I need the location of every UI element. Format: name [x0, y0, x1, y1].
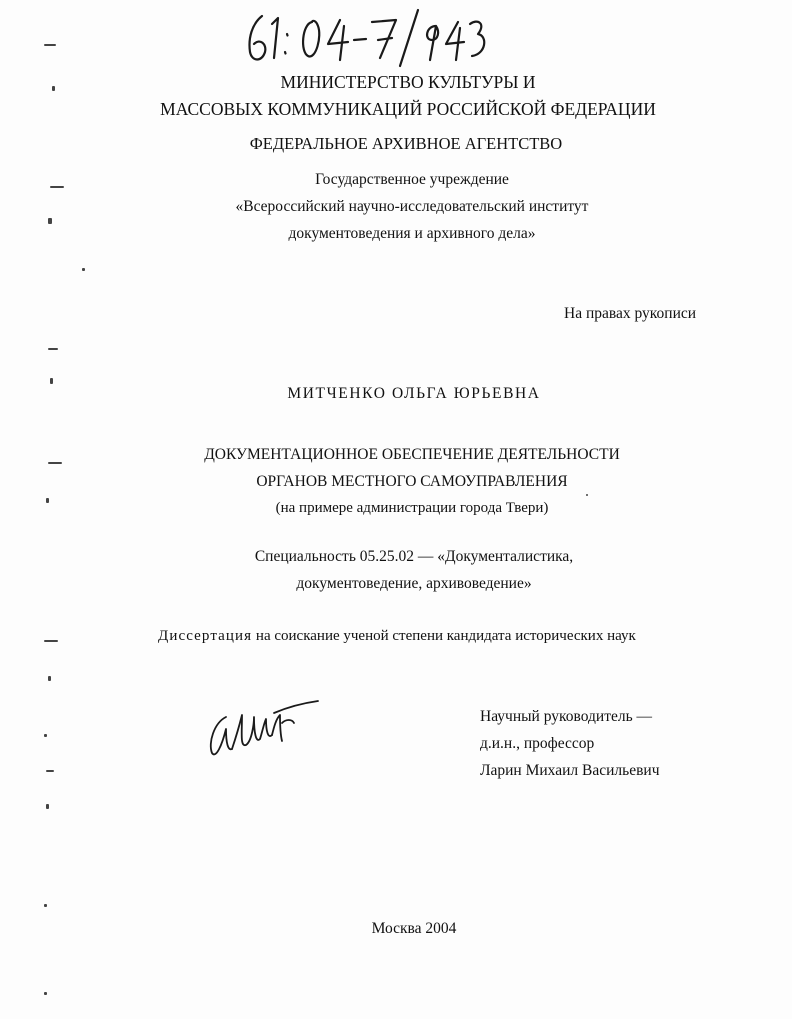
scan-speck [44, 992, 47, 995]
institution-line-2: «Всероссийский научно-исследовательский институт [235, 198, 589, 215]
scan-speck [48, 348, 58, 350]
author-signature [204, 693, 320, 761]
institution-line-1: Государственное учреждение [315, 171, 509, 188]
supervisor-name: Ларин Михаил Васильевич [480, 762, 660, 779]
city-year: Москва 2004 [371, 920, 457, 937]
dissertation-statement [158, 629, 636, 644]
rights-note: На правах рукописи [564, 305, 697, 322]
scan-speck [46, 770, 54, 772]
scan-speck [50, 378, 53, 384]
scan-speck [48, 462, 62, 464]
supervisor-degree: д.и.н., профессор [480, 735, 595, 752]
scan-speck [82, 268, 85, 271]
scan-speck [50, 186, 64, 188]
specialty-line-1: Специальность 05.25.02 — «Документалистика, [254, 548, 574, 565]
scan-speck [44, 640, 58, 642]
scan-speck [586, 494, 588, 496]
dissertation-word: Диссертация [158, 628, 253, 644]
scan-speck [44, 904, 47, 907]
author-name: МИТЧЕНКО ОЛЬГА ЮРЬЕВНА [287, 385, 541, 402]
ministry-line-1: МИНИСТЕРСТВО КУЛЬТУРЫ И [280, 72, 536, 92]
scan-speck [44, 734, 47, 737]
ministry-line-2: МАССОВЫХ КОММУНИКАЦИЙ РОССИЙСКОЙ ФЕДЕРАЦИИ [160, 99, 656, 119]
scan-speck [52, 86, 55, 91]
scan-speck [48, 218, 52, 224]
scan-speck [46, 804, 49, 809]
handwritten-archive-number [240, 6, 490, 68]
dissertation-rest: на соискание ученой степени кандидата исторических наук [255, 628, 636, 644]
agency-name: ФЕДЕРАЛЬНОЕ АРХИВНОЕ АГЕНТСТВО [249, 134, 563, 153]
scan-speck [48, 676, 51, 681]
specialty-line-2: документоведение, архивоведение» [296, 575, 532, 592]
title-line-2: ОРГАНОВ МЕСТНОГО САМОУПРАВЛЕНИЯ [256, 473, 568, 490]
scan-speck [44, 44, 56, 46]
supervisor-label: Научный руководитель — [480, 708, 653, 725]
institution-line-3: документоведения и архивного дела» [288, 225, 536, 242]
title-subtitle: (на примере администрации города Твери) [275, 500, 549, 516]
title-line-1: ДОКУМЕНТАЦИОННОЕ ОБЕСПЕЧЕНИЕ ДЕЯТЕЛЬНОСТИ [204, 446, 620, 463]
scan-speck [46, 498, 49, 503]
